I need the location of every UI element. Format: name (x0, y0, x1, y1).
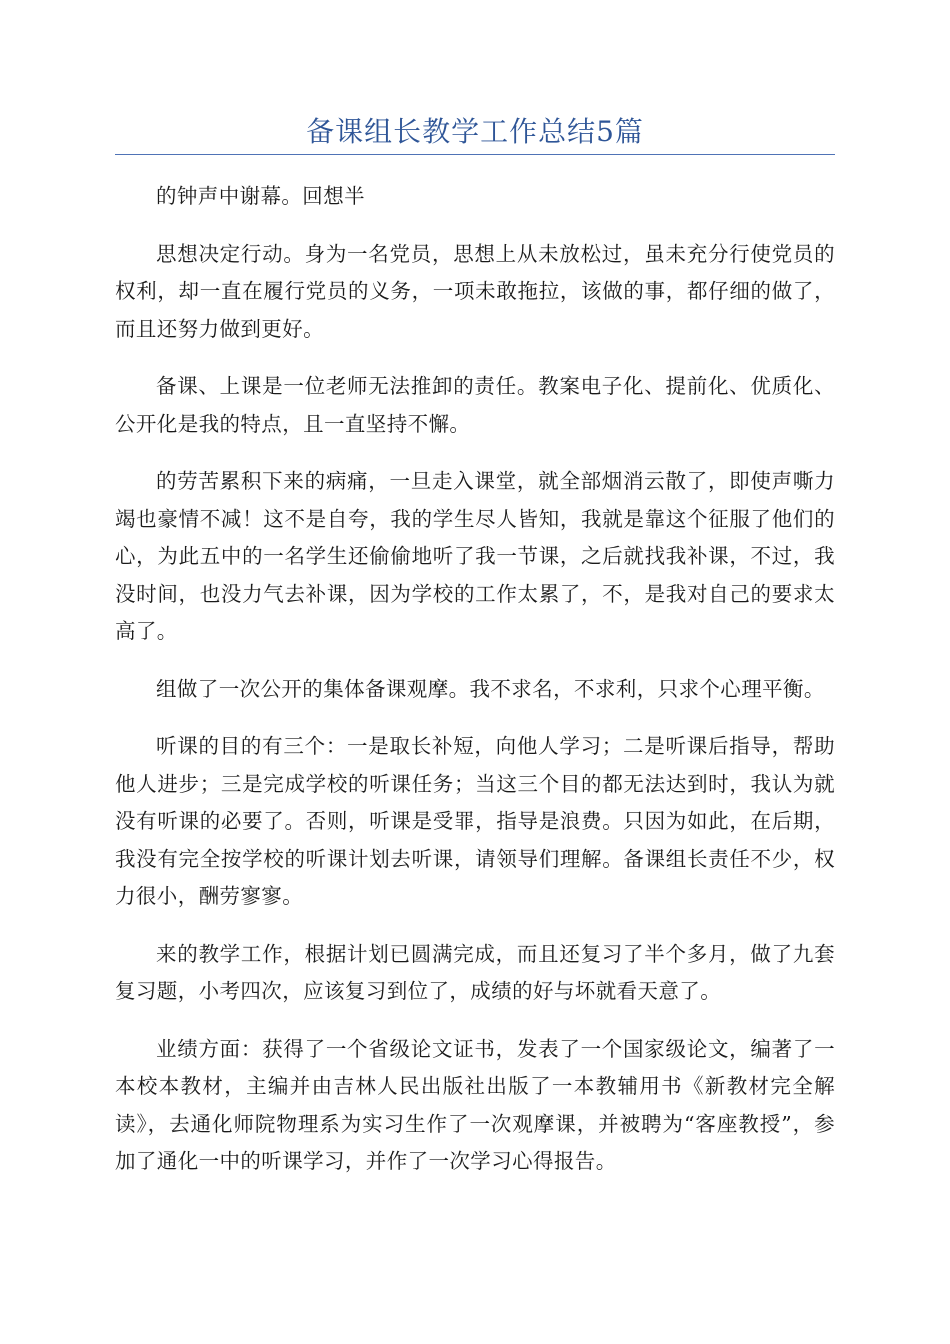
document-title: 备课组长教学工作总结5篇 (306, 115, 644, 148)
paragraph-4: 的劳苦累积下来的病痛，一旦走入课堂，就全部烟消云散了，即使声嘶力竭也豪情不减！这不是自夸，我的学生尽人皆知，我就是靠这个征服了他们的心，为此五中的一名学生还偷偷地听了我一节课，之后就找我补课，不过，我没时间，也没力气去补课，因为学校的工作太累了，不，是我对自己的要求太高了。 (115, 469, 835, 643)
paragraph-7: 来的教学工作，根据计划已圆满完成，而且还复习了半个多月，做了九套复习题，小考四次，应该复习到位了，成绩的好与坏就看天意了。 (115, 941, 835, 1003)
paragraph-5: 组做了一次公开的集体备课观摩。我不求名，不求利，只求个心理平衡。 (156, 676, 825, 701)
paragraph-2: 思想决定行动。身为一名党员，思想上从未放松过，虽未充分行使党员的权利，却一直在履行党员的义务，一项未敢拖拉，该做的事，都仔细的做了，而且还努力做到更好。 (115, 241, 835, 341)
paragraph-6: 听课的目的有三个：一是取长补短，向他人学习；二是听课后指导，帮助他人进步；三是完成学校的听课任务；当这三个目的都无法达到时，我认为就没有听课的必要了。否则，听课是受罪，指导是浪费。只因为如此，在后期，我没有完全按学校的听课计划去听课，请领导们理解。备课组长责任不少，权力很小，酬劳寥寥。 (115, 734, 835, 908)
document-body (115, 178, 835, 1201)
paragraph-1: 的钟声中谢幕。回想半 (156, 184, 365, 208)
paragraph-3: 备课、上课是一位老师无法推卸的责任。教案电子化、提前化、优质化、公开化是我的特点，且一直坚持不懈。 (115, 374, 835, 436)
title-underline (115, 154, 835, 155)
paragraph-8: 业绩方面：获得了一个省级论文证书，发表了一个国家级论文，编著了一本校本教材，主编并由吉林人民出版社出版了一本教辅用书《新教材完全解读》，去通化师院物理系为实习生作了一次观摩课，并被聘为“客座教授”，参加了通化一中的听课学习，并作了一次学习心得报告。 (115, 1036, 835, 1173)
